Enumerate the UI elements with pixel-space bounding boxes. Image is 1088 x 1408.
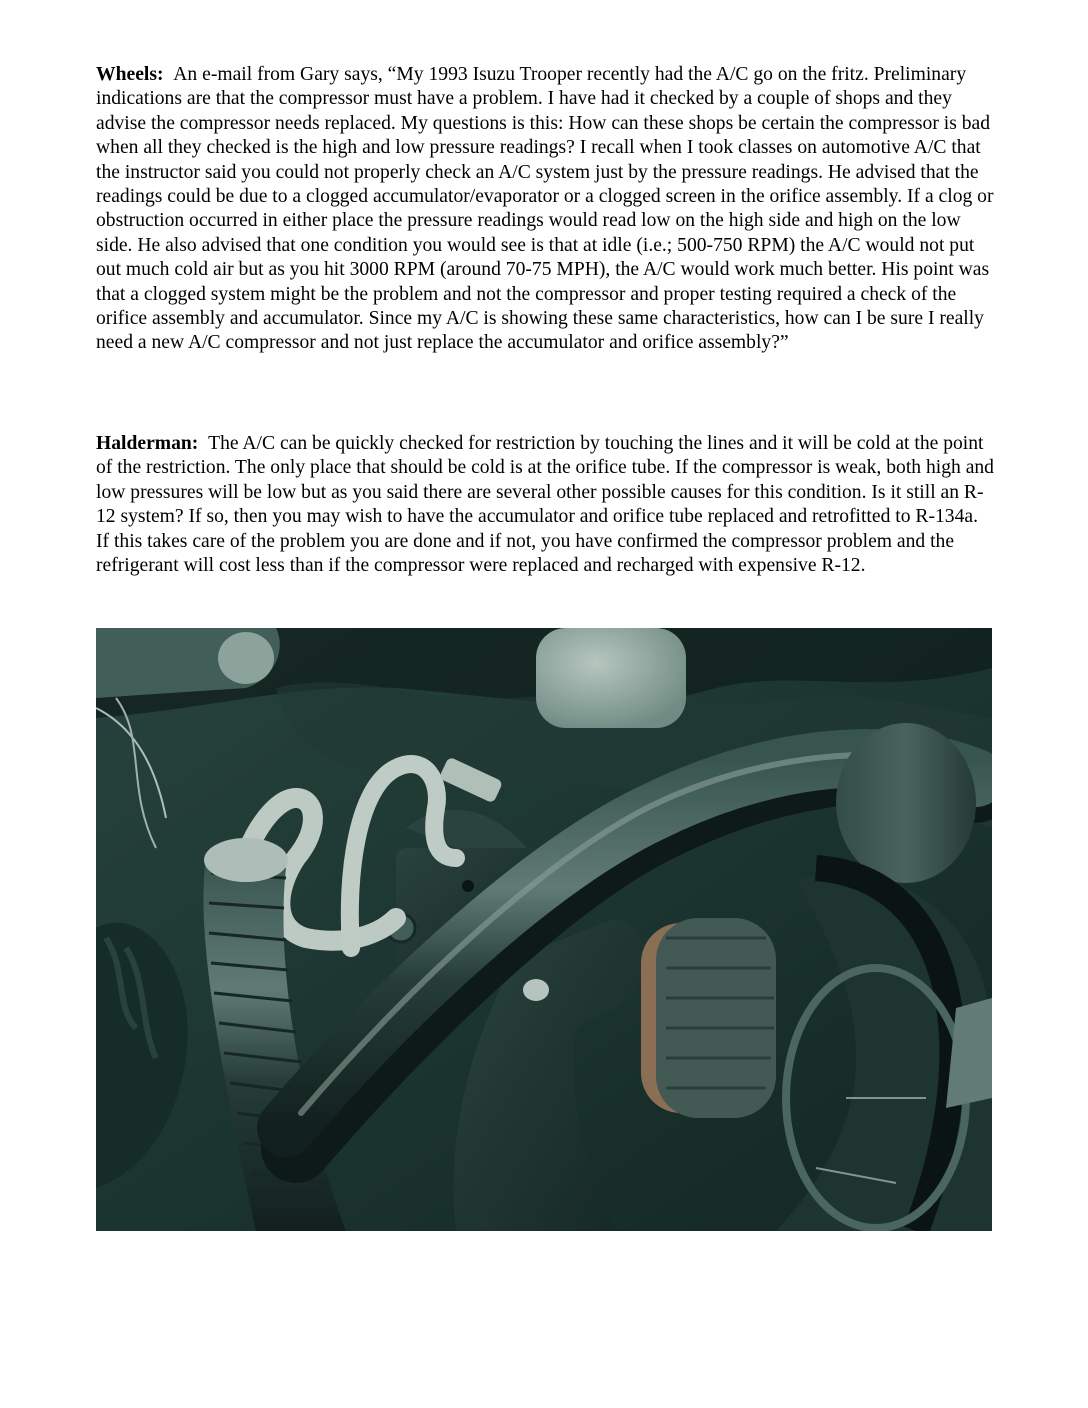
speaker-label-halderman: Halderman: [96, 433, 199, 454]
paragraph-text-halderman: The A/C can be quickly checked for restriction by touching the lines and it will be cold at the point of the restriction. The only place that should be cold is at the orifice tube. If the compressor is weak, both high and low pressures will be low but as you said there are several other possible causes for this condition. Is it still an R-12 system? If so, then you may wish to have the accumulator and orifice tube replaced and retrofitted to R-134a. If this takes care of the problem you are done and if not, you have confirmed the compressor problem and the refrigerant will cost less than if the compressor were replaced and recharged with expensive R-12. [96, 433, 994, 577]
paragraph-halderman-answer [96, 432, 994, 578]
engine-bay-illustration [96, 628, 992, 1231]
paragraph-text-wheels: An e-mail from Gary says, “My 1993 Isuzu Trooper recently had the A/C go on the fritz. Preliminary indications are that the compressor must have a problem. I have had it checked by a couple of shops and they advise the compressor needs replaced. My questions is this: How can these shops be certain the compressor is bad when all they checked is the high and low pressure readings? I recall when I took classes on automotive A/C that the instructor said you could not properly check an A/C system just by the pressure readings. He advised that the readings could be due to a clogged accumulator/evaporator or a clogged screen in the orifice assembly. If a clog or obstruction occurred in either place the pressure readings would read low on the high side and high on the low side. He also advised that one condition you would see is that at idle (i.e.; 500-750 RPM) the A/C would not put out much cold air but as you hit 3000 RPM (around 70-75 MPH), the A/C would work much better. His point was that a clogged system might be the problem and not the compressor and proper testing required a check of the orifice assembly and accumulator. Since my A/C is showing these same characteristics, how can I be sure I really need a new A/C compressor and not just replace the accumulator and orifice assembly?” [96, 64, 994, 354]
speaker-label-wheels: Wheels: [96, 64, 164, 85]
paragraph-wheels-question [96, 63, 994, 356]
photo-vignette [96, 628, 992, 1231]
engine-bay-photo [96, 628, 992, 1231]
